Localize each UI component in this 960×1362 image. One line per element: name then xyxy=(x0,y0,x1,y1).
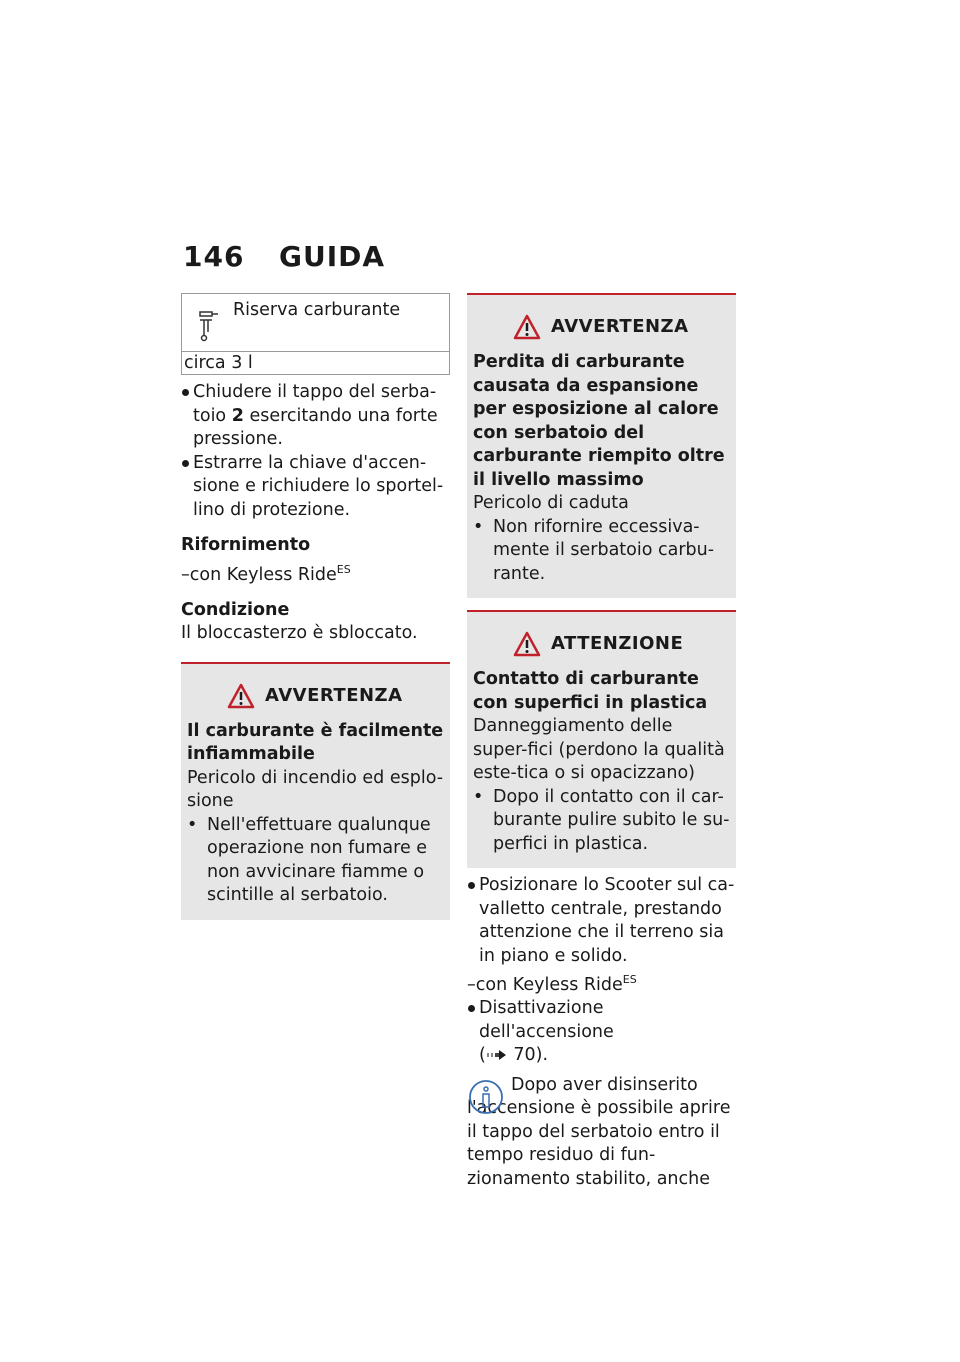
info-note xyxy=(467,1074,736,1192)
page-header xyxy=(183,240,385,273)
steps-list-2 xyxy=(467,874,736,968)
fuel-reserve-value: circa 3 l xyxy=(184,353,253,373)
caution-title: ATTENZIONE xyxy=(473,624,730,664)
list-item: Posizionare lo Scooter sul ca-valletto centrale, prestando attenzione che il terreno sia in piano e solido. xyxy=(467,874,736,968)
warning-triangle-icon xyxy=(513,314,541,340)
section-title: GUIDA xyxy=(279,240,386,273)
page-reference-arrow-icon xyxy=(486,1049,508,1061)
warning-items xyxy=(473,516,730,587)
info-icon xyxy=(467,1078,505,1116)
steps-list-3 xyxy=(467,997,736,1068)
warning-triangle-icon xyxy=(227,683,255,709)
steps-list-1 xyxy=(181,381,450,522)
list-item: Chiudere il tappo del serba-toio 2 esercitando una forte pressione. xyxy=(181,381,450,452)
page-number: 146 xyxy=(183,240,245,273)
caution-box-plastic xyxy=(467,610,736,868)
list-item: • Dopo il contatto con il car-burante pulire subito le su-perfici in plastica. xyxy=(473,786,730,857)
list-item: • Nell'effettuare qualunque operazione non fumare e non avvicinare fiamme o scintille al serbatoio. xyxy=(187,814,444,908)
warning-heading: Perdita di carburante causata da espansione per esposizione al calore con serbatoio del carburante riempito oltre il livello massimo xyxy=(473,352,725,490)
condition-text: Il bloccasterzo è sbloccato. xyxy=(181,623,418,644)
left-column xyxy=(181,293,450,920)
list-item: Estrarre la chiave d'accen-sione e richiudere lo sportel-lino di protezione. xyxy=(181,452,450,523)
fuel-reserve-label: Riserva carburante xyxy=(233,300,401,320)
warning-triangle-icon xyxy=(513,631,541,657)
list-item: Disattivazione dell'accensione ( 70). xyxy=(467,997,736,1068)
warning-risk: Pericolo di incendio ed esplo-sione xyxy=(187,767,444,812)
fuel-reserve-table xyxy=(181,293,450,375)
list-item: • Non rifornire eccessiva-mente il serbatoio carbu-rante. xyxy=(473,516,730,587)
keyless-note: –con Keyless Ride$^{ES}$ xyxy=(181,562,351,585)
warning-items xyxy=(187,814,444,908)
refuel-title: Rifornimento xyxy=(181,535,311,555)
condition-title: Condizione xyxy=(181,599,290,620)
warning-title: AVVERTENZA xyxy=(473,307,730,347)
caution-risk: Danneggiamento delle super-fici (perdono la qualità este-tica o si opacizzano) xyxy=(473,716,725,783)
caution-heading: Contatto di carburante con superfici in plastica xyxy=(473,669,708,713)
info-text: Dopo aver disinserito l'accensione è possibile aprire il tappo del serbatoio entro il tempo residuo di fun-zionamento stabilito, anche xyxy=(467,1074,731,1189)
right-column xyxy=(467,293,736,1191)
caution-items xyxy=(473,786,730,857)
warning-heading: Il carburante è facilmente infiammabile xyxy=(187,720,444,765)
warning-risk: Pericolo di caduta xyxy=(473,493,629,513)
warning-title: AVVERTENZA xyxy=(187,676,444,716)
warning-box-fire xyxy=(181,662,450,920)
warning-box-overflow xyxy=(467,293,736,598)
keyless-note: –con Keyless Ride$^{ES}$ xyxy=(467,973,637,995)
fuel-pump-icon xyxy=(196,302,220,342)
